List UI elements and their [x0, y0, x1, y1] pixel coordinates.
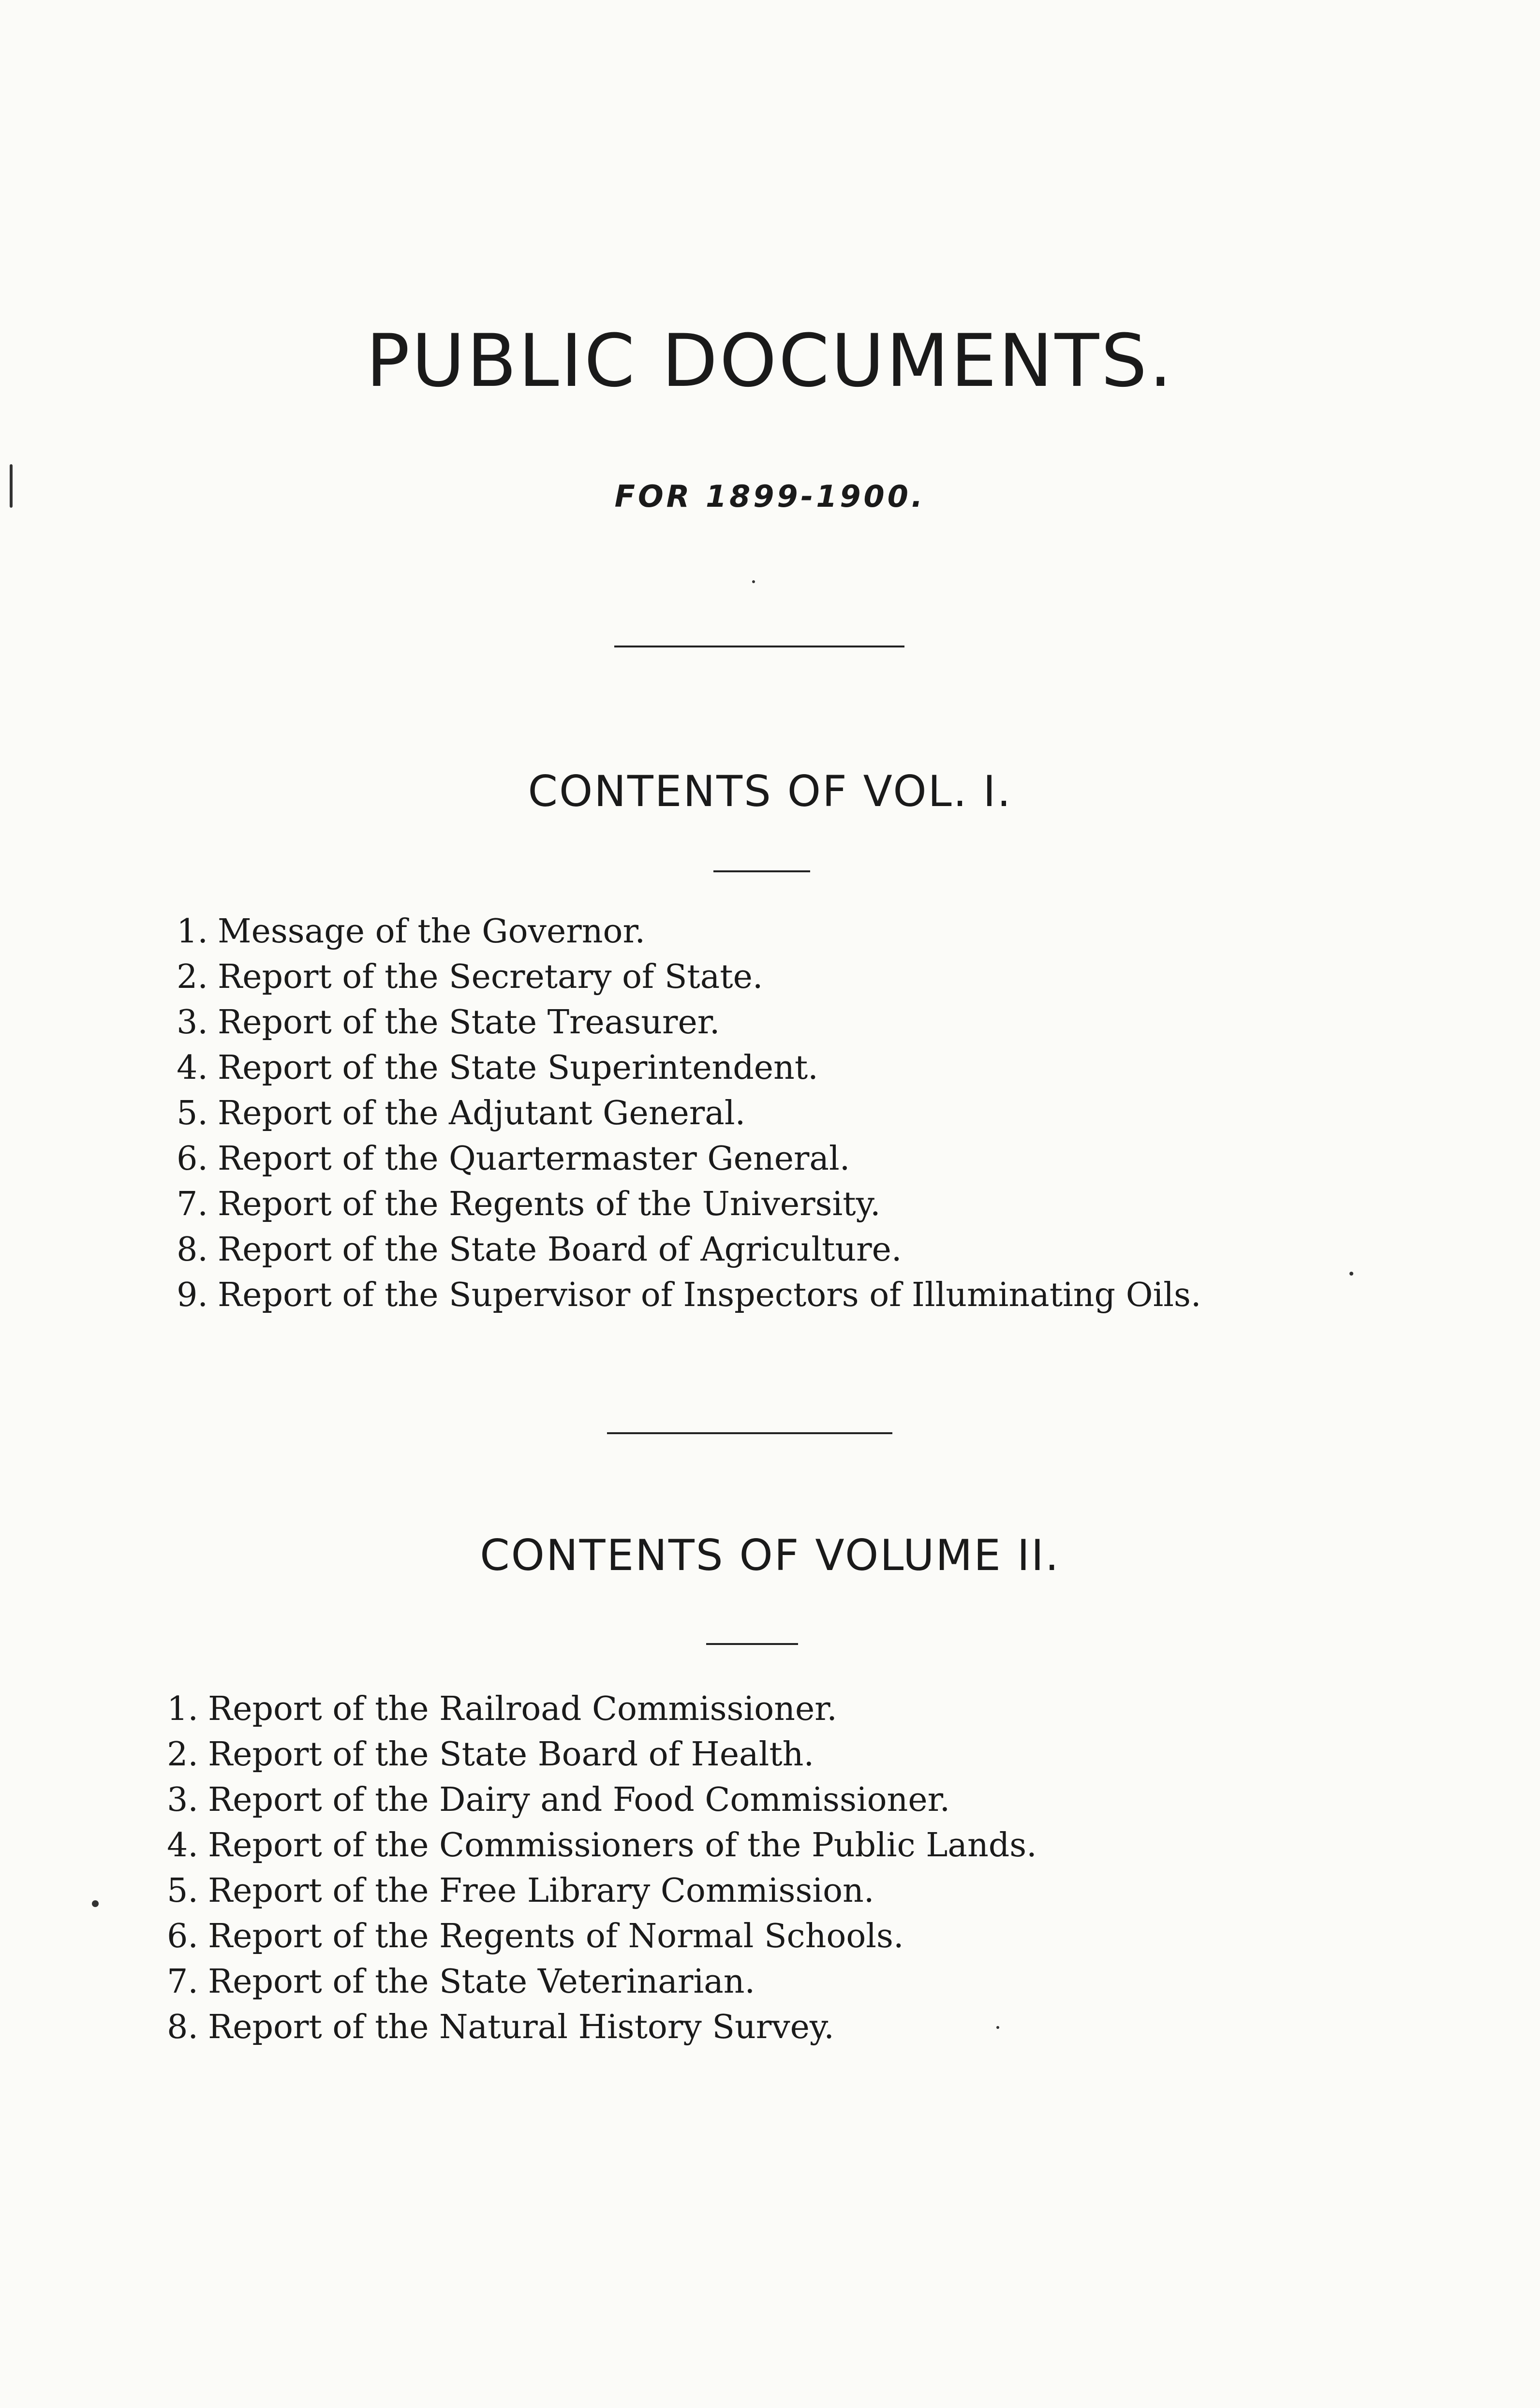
list-item — [155, 1687, 1037, 1732]
list-item — [155, 2005, 1037, 2050]
item-number: 4. — [167, 1826, 198, 1865]
list-item — [155, 1732, 1037, 1777]
page-subtitle: FOR 1899-1900. — [614, 479, 926, 514]
item-text: Report of the Adjutant General. — [218, 1094, 746, 1132]
list-item — [164, 909, 1201, 954]
item-text: Report of the Secretary of State. — [218, 958, 763, 996]
list-item — [164, 1000, 1201, 1045]
divider-rule-top — [614, 646, 904, 647]
volume1-contents-list — [164, 909, 1201, 1318]
item-number: 5. — [177, 1094, 208, 1132]
item-number: 3. — [177, 1003, 208, 1042]
list-item — [155, 1823, 1037, 1868]
item-number: 2. — [167, 1735, 198, 1774]
volume2-heading: CONTENTS OF VOLUME II. — [480, 1530, 1060, 1580]
scan-speck — [752, 580, 755, 583]
list-item — [164, 1045, 1201, 1091]
list-item — [155, 1777, 1037, 1823]
list-item — [155, 1868, 1037, 1914]
divider-rule-middle — [607, 1432, 892, 1434]
page-title: PUBLIC DOCUMENTS. — [366, 319, 1174, 403]
scan-speck — [996, 2026, 999, 2029]
item-number: 6. — [177, 1140, 208, 1178]
volume1-heading: CONTENTS OF VOL. I. — [528, 766, 1012, 816]
volume1-heading-rule — [713, 870, 810, 872]
list-item — [155, 1959, 1037, 2005]
item-number: 3. — [167, 1781, 198, 1819]
item-text: Report of the Regents of the University. — [218, 1185, 881, 1223]
item-number: 5. — [167, 1872, 198, 1910]
item-text: Report of the State Superintendent. — [218, 1049, 818, 1087]
item-number: 1. — [177, 912, 208, 951]
item-text: Report of the Railroad Commissioner. — [208, 1690, 837, 1728]
item-text: Report of the State Veterinarian. — [208, 1963, 755, 2001]
item-number: 6. — [167, 1917, 198, 1955]
volume2-contents-list — [155, 1687, 1037, 2050]
list-item — [164, 1273, 1201, 1318]
item-number: 7. — [167, 1963, 198, 2001]
item-number: 9. — [177, 1276, 208, 1314]
volume2-heading-rule — [706, 1643, 798, 1645]
item-number: 7. — [177, 1185, 208, 1223]
item-text: Report of the Free Library Commission. — [208, 1872, 874, 1910]
item-text: Report of the State Treasurer. — [218, 1003, 720, 1042]
list-item — [155, 1914, 1037, 1959]
item-text: Report of the State Board of Agriculture. — [218, 1231, 902, 1269]
item-text: Report of the Regents of Normal Schools. — [208, 1917, 904, 1955]
item-text: Report of the Quartermaster General. — [218, 1140, 850, 1178]
item-number: 8. — [177, 1231, 208, 1269]
item-number: 1. — [167, 1690, 198, 1728]
item-text: Report of the Dairy and Food Commissioner. — [208, 1781, 950, 1819]
item-number: 2. — [177, 958, 208, 996]
scan-speck — [10, 464, 13, 508]
item-number: 4. — [177, 1049, 208, 1087]
list-item — [164, 1091, 1201, 1136]
list-item — [164, 1227, 1201, 1273]
item-text: Report of the State Board of Health. — [208, 1735, 814, 1774]
scan-speck — [1349, 1272, 1353, 1276]
item-text: Report of the Commissioners of the Public Lands. — [208, 1826, 1037, 1865]
list-item — [164, 954, 1201, 1000]
list-item — [164, 1182, 1201, 1227]
item-text: Report of the Natural History Survey. — [208, 2008, 834, 2046]
item-text: Message of the Governor. — [218, 912, 646, 951]
list-item — [164, 1136, 1201, 1182]
scan-speck — [92, 1900, 99, 1907]
item-number: 8. — [167, 2008, 198, 2046]
item-text: Report of the Supervisor of Inspectors of Illuminating Oils. — [218, 1276, 1201, 1314]
